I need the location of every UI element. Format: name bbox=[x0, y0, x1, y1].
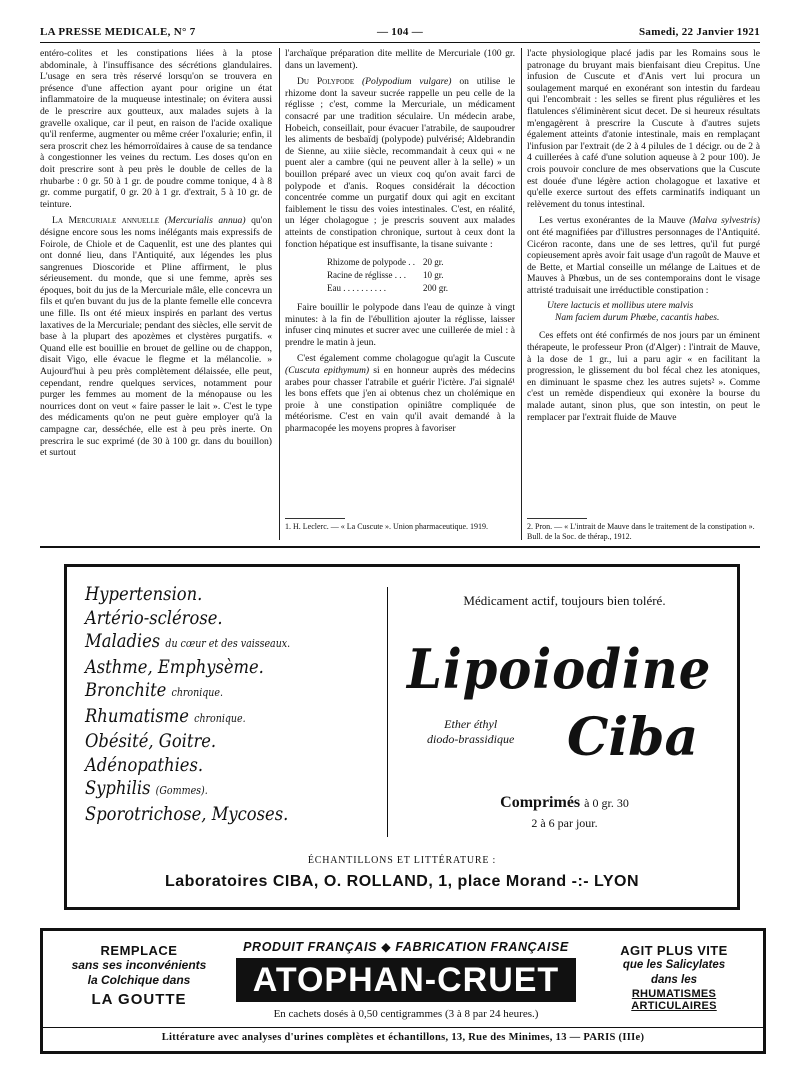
ad-footer: Littérature avec analyses d'urines complètes et échantillons, 13, Rue des Minimes, 13 — PARIS (IIIe) bbox=[43, 1027, 763, 1048]
paragraph: l'archaïque préparation dite mellite de Mercuriale (100 gr. dans un lavement). bbox=[285, 48, 515, 71]
brand-lipoiodine: Lipoiodine bbox=[407, 637, 712, 701]
list-item: Bronchite chronique. bbox=[85, 679, 224, 701]
text-column-3 bbox=[527, 48, 760, 520]
text-column-2 bbox=[285, 48, 515, 520]
table-row: Rhizome de polypode . . 20 gr. bbox=[327, 257, 444, 268]
indications-list bbox=[85, 583, 370, 826]
list-item: Asthme, Emphysème. bbox=[85, 655, 264, 678]
list-item: Syphilis (Gommes). bbox=[85, 777, 208, 799]
list-item: Sporotrichose, Mycoses. bbox=[85, 802, 289, 825]
latin-verse: Utere lactucis et mollibus utere malvis Nam faciem durum Phœbe, cacantis habes. bbox=[547, 301, 720, 323]
paragraph-polypode: Du Polypode (Polypodium vulgare) on utilise le rhizome dont la saveur sucrée rappelle un peu celle de la réglisse ; c'est, comme la Mercuriale, un médicament consacré par une tradition séculaire. Un médecin arabe, Hobeich, conseillait, pour évacuer l'atrabile, de saupoudrer les aliments de besbaïdj (polypode) pulvérisé; Aldebrandin de Sienne, au xiiie siècle, recommandait à ceux qui « ne puent aler a cambre (qui ne peuvent aller à la selle) » un bouillon préparé avec un vieux coq qu'on avait farci de polypode et d'anis. Roques considérait la décoction concentrée comme un purgatif doux qui agit en excitant faiblement le tissu des voies intestinales. C'est, en réalité, un léger cholagogue ; je prescris souvent aux malades atteints de constipation chronique, surtout à ceux dont la fonction hépatique est insuffisante, la tisane suivante : bbox=[285, 76, 515, 250]
ad-right-block: AGIT PLUS VITE que les Salicylates dans les RHUMATISMES ARTICULAIRES bbox=[620, 943, 728, 1012]
paragraph-mauve: Les vertus exonérantes de la Mauve (Malva sylvestris) ont été magnifiées par d'illustres personnages de l'Antiquité. Cicéron raconte, dans une de ses lettres, qu'il fut purgé copieusement après avoir fait usage d'un ragoût de Mauve et de Bette, et Martial conseille un mélange de Laitues et de Mauves à Phœbus, un de ses contemporains dont le visage attristé traduisait une irréductible constipation : bbox=[527, 215, 760, 296]
ad-left-block: REMPLACE sans ses inconvénients la Colchique dans LA GOUTTE bbox=[71, 943, 207, 1008]
journal-title: LA PRESSE MEDICALE, N° 7 bbox=[40, 26, 196, 38]
footnote-rule bbox=[285, 518, 345, 519]
paragraph-mercuriale: La Mercuriale annuelle (Mercurialis annua) qu'on désigne encore sous les noms inélégants mais expressifs de Foirole, de Chiole et de Caquenlit, est une des plantes qui ont donné lieu, dans l'Antiquité, aux légendes les plus sangrenues Dioscoride et Pline affirment, le plus sérieusement. du monde, que si une femme, après ses époques, boit du jus de la Mercuriale mâle, elle concevra un fils et qu'en buvant du jus de la plante femelle elle concevra une fille. Ils ont été mieux inspirés en parlant des vertus laxatives de la Mercuriale; pendant des siècles, elle servit de base à la plupart des apozèmes et clystères purgatifs. « Quand elle est bouillie en brouet de gelline ou de chappon, disait Vigo, elle évacue le flegme et la mélancolie. » Aujourd'hui à peu près complètement délaissée, elle peut, cependant, rendre quelques services, notamment pour purger les femmes au moment de la ménopause ou les nourrices dont on veut « faire passer le lait ». C'est le type des médicaments qu'on ne peut guère employer qu'à la campagne car, desséchée, elle est à peu près inerte. On prescrira le suc exprimé (de 30 à 100 gr. dans du bouillon) et surtout bbox=[40, 215, 272, 459]
section-rule bbox=[40, 546, 760, 548]
lipoiodine-advertisement bbox=[64, 564, 740, 910]
list-item: Obésité, Goitre. bbox=[85, 730, 217, 752]
list-item: Maladies du cœur et des vaisseaux. bbox=[85, 630, 291, 652]
list-item: Hypertension. bbox=[85, 583, 203, 605]
column-divider bbox=[521, 48, 522, 540]
header-rule bbox=[40, 42, 760, 43]
column-divider bbox=[279, 48, 280, 540]
list-item: Rhumatisme chronique. bbox=[85, 704, 246, 727]
footnote-rule bbox=[527, 518, 587, 519]
atophan-advertisement bbox=[40, 928, 766, 1054]
recipe-table bbox=[325, 255, 456, 296]
footnote-2: 2. Pron. — « L'intrait de Mauve dans le traitement de la constipation ». Bull. de la Soc. de thérap., 1912. bbox=[527, 522, 755, 541]
ad-center-block: PRODUIT FRANÇAIS ◆ FABRICATION FRANÇAISE ATOPHAN-CRUET En cachets dosés à 0,50 centigrammes (3 à 8 par 24 heures.) bbox=[231, 939, 581, 1020]
footnote-1: 1. H. Leclerc. — « La Cuscute ». Union pharmaceutique. 1919. bbox=[285, 522, 489, 531]
page-number: — 104 — bbox=[376, 26, 424, 38]
tagline: Médicament actif, toujours bien toléré. bbox=[463, 593, 666, 608]
ad-divider bbox=[387, 587, 388, 837]
samples-label: ÉCHANTILLONS ET LITTÉRATURE : bbox=[307, 855, 497, 866]
paragraph: l'acte physiologique placé jadis par les Romains sous le patronage du bruyant mais bienfaisant dieu Crepitus. Une infusion de Cuscute et d'Anis vert lui procura un soulagement marqué en exonérant son intestin du fardeau qui l'encombrait : les selles se firent plus régulières et les flatulences s'éliminèrent sicut decet. De si heureux résultats m'engagèrent à prescrire la Cuscute à d'autres sujets également atteints d'atonie intestinale, mais en remplaçant l'infusion par l'extrait (de 2 à 4 pilules de 1 décigr. ou de 2 à 4 cuillerées à café d'une solution aqueuse à 2 pour 100). Je crois pouvoir conclure de mes observations que la Cuscute est douée d'une légère action cholagogue et laxative et qu'elle exerce surtout des effets carminatifs indiquant un relèvement du tonus intestinal. bbox=[527, 48, 760, 210]
list-item: Adénopathies. bbox=[85, 753, 204, 776]
paragraph: Faire bouillir le polypode dans l'eau de quinze à vingt minutes: à la fin de l'ébullition ajouter la réglisse, laisser infuser cinq minutes et sucrer avec une cuillerée de miel : à prendre le matin à jeun. bbox=[285, 302, 515, 348]
composition: Ether éthyl diodo-brassidique bbox=[427, 717, 515, 746]
dosage: Comprimés à 0 gr. 30 2 à 6 par jour. bbox=[500, 794, 629, 830]
table-row: Eau . . . . . . . . . . 200 gr. bbox=[327, 283, 448, 294]
paragraph: entéro-colites et les constipations liées à la ptose abdominale, à l'insuffisance des sécrétions glandulaires. L'usage en sera très réservé lorsqu'on se trouvera en présence d'une affection ayant pour origine un état inflammatoire de la muqueuse intestinale; on évitera aussi de le prescrire aux goutteux, aux malades sujets à la gravelle oxalique, car il peut, en raison de l'acide oxalique qu'il renferme, augmenter ou même créer l'oxalurie; enfin, il sera proscrit chez les hémorroïdaires à cause de sa tendance à congestionner les veines du rectum. Les doses qu'on en doit prescrire sont à peu près le double de celles de la rhubarbe : 0 gr. 50 à 1 gr. de poudre comme tonique, 4 à 8 gr. comme purgatif, 0 gr. 20 à 1 gr. d'extrait, 5 à 10 gr. de teinture. bbox=[40, 48, 272, 210]
list-item: Artério-sclérose. bbox=[85, 606, 223, 629]
text-column-1 bbox=[40, 48, 272, 520]
laboratory-address: Laboratoires CIBA, O. ROLLAND, 1, place Morand -:- LYON bbox=[164, 873, 640, 890]
table-row: Racine de réglisse . . . 10 gr. bbox=[327, 270, 444, 281]
paragraph: Ces effets ont été confirmés de nos jours par un éminent thérapeute, le professeur Pron (d'Alger) : l'intrait de Mauve, à la dose de 1 gr., lui a paru agir « en facilitant la progression, le glissement du bol fécal chez les atoniques, en diminuant le spasme chez les autres sujets² ». Comme c'est un remède dispendieux qui exonère la bourse du malade autant, sinon plus, que son intestin, on peut le remplacer par l'extrait fluide de Mauve bbox=[527, 330, 760, 423]
issue-date: Samedi, 22 Janvier 1921 bbox=[639, 26, 760, 38]
paragraph-cuscute: C'est également comme cholagogue qu'agit la Cuscute (Cuscuta epithymum) si en honneur auprès des médecins arabes pour chasser l'atrabile et guérir l'ictère. J'ai signalé¹ les bons effets que j'en ai obtenus chez un cholémique en proie à une constipation opiniâtre compliquée de météorisme. C'est en vain qu'il avait demandé à la pharmacopée les moyens propres à favoriser bbox=[285, 353, 515, 435]
brand-atophan-cruet: ATOPHAN-CRUET bbox=[236, 958, 576, 1002]
brand-ciba: Ciba bbox=[567, 707, 699, 768]
running-header bbox=[40, 26, 760, 40]
